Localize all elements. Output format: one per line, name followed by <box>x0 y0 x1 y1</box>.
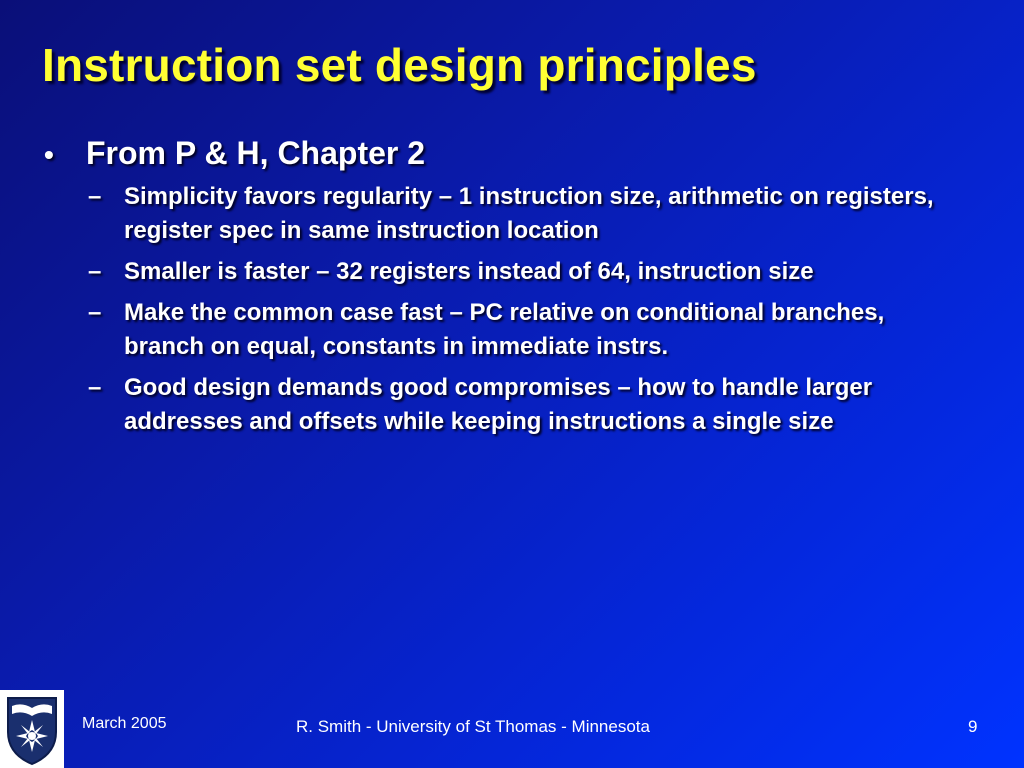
sub-bullet-item <box>88 371 1000 439</box>
sub-bullet-dash: – <box>88 374 102 401</box>
page-number: 9 <box>968 717 978 736</box>
university-seal-icon <box>0 690 64 768</box>
sub-bullet-item <box>88 255 1000 289</box>
sub-bullet-text: Smaller is faster – 32 registers instead of 64, instruction size <box>124 258 814 285</box>
sub-bullet-dash: – <box>88 258 102 285</box>
sub-bullet-text: Make the common case fast – PC relative on conditional branches, branch on equal, constants in immediate instrs. <box>124 299 885 360</box>
sub-bullet-dash: – <box>88 299 102 326</box>
slide-title: Instruction set design principles <box>42 39 757 91</box>
sub-bullet-text: Good design demands good compromises – how to handle larger addresses and offsets while keeping instructions a single size <box>124 374 873 435</box>
sub-bullet-text: Simplicity favors regularity – 1 instruction size, arithmetic on registers, register spec in same instruction location <box>124 183 934 244</box>
bullet-mark: • <box>44 139 54 170</box>
sub-bullet-dash: – <box>88 183 102 210</box>
sub-bullet-item <box>88 296 1000 364</box>
sub-bullet-item <box>88 180 1000 248</box>
footer-date: March 2005 <box>82 715 167 732</box>
slide-footer <box>0 690 1024 768</box>
bullet-text: From P & H, Chapter 2 <box>86 135 426 171</box>
footer-author: R. Smith - University of St Thomas - Minnesota <box>296 717 650 736</box>
sub-bullet-list <box>88 180 1000 439</box>
bullet-item <box>40 135 1000 172</box>
seal-graphic <box>2 692 62 766</box>
slide-content <box>40 135 1000 446</box>
